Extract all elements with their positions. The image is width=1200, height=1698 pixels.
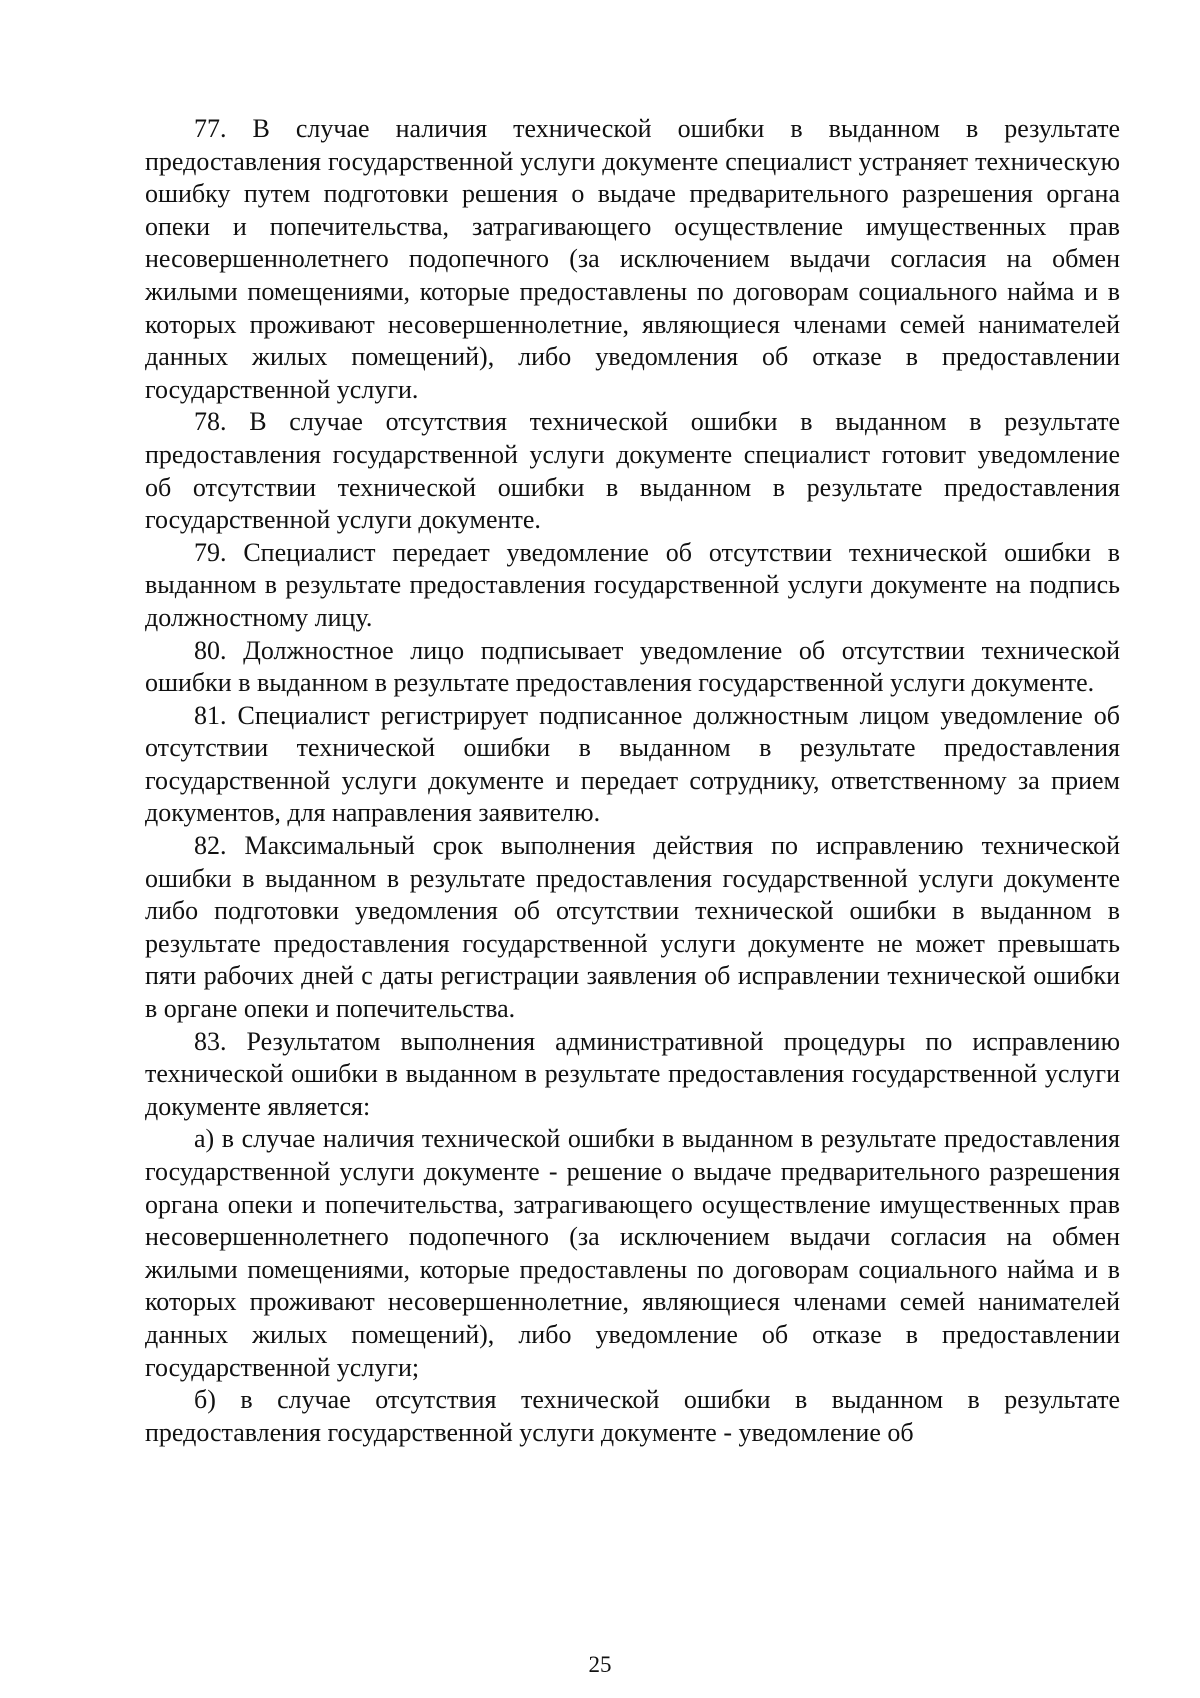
- paragraph-81: 81. Специалист регистрирует подписанное должностным лицом уведомление об отсутствии технической ошибки в выданном в результате предоставления государственной услуги документе и передает сотруднику, ответственному за прием документов, для направления заявителю.: [145, 700, 1120, 828]
- paragraph-83-a: а) в случае наличия технической ошибки в выданном в результате предоставления государственной услуги документе - решение о выдаче предварительного разрешения органа опеки и попечительства, затрагивающего осуществление имущественных прав несовершеннолетнего подопечного (за исключением выдачи согласия на обмен жилыми помещениями, которые предоставлены по договорам социального найма и в которых проживают несовершеннолетние, являющиеся членами семей нанимателей данных жилых помещений), либо уведомление об отказе в предоставлении государственной услуги;: [145, 1124, 1120, 1382]
- document-body: [145, 113, 1120, 1449]
- paragraph-78: 78. В случае отсутствия технической ошибки в выданном в результате предоставления государственной услуги документе специалист готовит уведомление об отсутствии технической ошибки в выданном в результате предоставления государственной услуги документе.: [145, 407, 1120, 535]
- paragraph-83-b: б) в случае отсутствия технической ошибки в выданном в результате предоставления государственной услуги документе - уведомление об: [145, 1385, 1120, 1447]
- paragraph-77: 77. В случае наличия технической ошибки в выданном в результате предоставления государственной услуги документе специалист устраняет техническую ошибку путем подготовки решения о выдаче предварительного разрешения органа опеки и попечительства, затрагивающего осуществление имущественных прав несовершеннолетнего подопечного (за исключением выдачи согласия на обмен жилыми помещениями, которые предоставлены по договорам социального найма и в которых проживают несовершеннолетние, являющиеся членами семей нанимателей данных жилых помещений), либо уведомления об отказе в предоставлении государственной услуги.: [145, 114, 1120, 404]
- paragraph-82: 82. Максимальный срок выполнения действия по исправлению технической ошибки в выданном в результате предоставления государственной услуги документе либо подготовки уведомления об отсутствии технической ошибки в выданном в результате предоставления государственной услуги документе не может превышать пяти рабочих дней с даты регистрации заявления об исправлении технической ошибки в органе опеки и попечительства.: [145, 831, 1120, 1024]
- paragraph-83: 83. Результатом выполнения административной процедуры по исправлению технической ошибки в выданном в результате предоставления государственной услуги документе является:: [145, 1026, 1120, 1121]
- paragraph-79: 79. Специалист передает уведомление об отсутствии технической ошибки в выданном в результате предоставления государственной услуги документе на подпись должностному лицу.: [145, 537, 1120, 632]
- page-number: 25: [588, 1652, 612, 1677]
- paragraph-80: 80. Должностное лицо подписывает уведомление об отсутствии технической ошибки в выданном в результате предоставления государственной услуги документе.: [145, 635, 1120, 698]
